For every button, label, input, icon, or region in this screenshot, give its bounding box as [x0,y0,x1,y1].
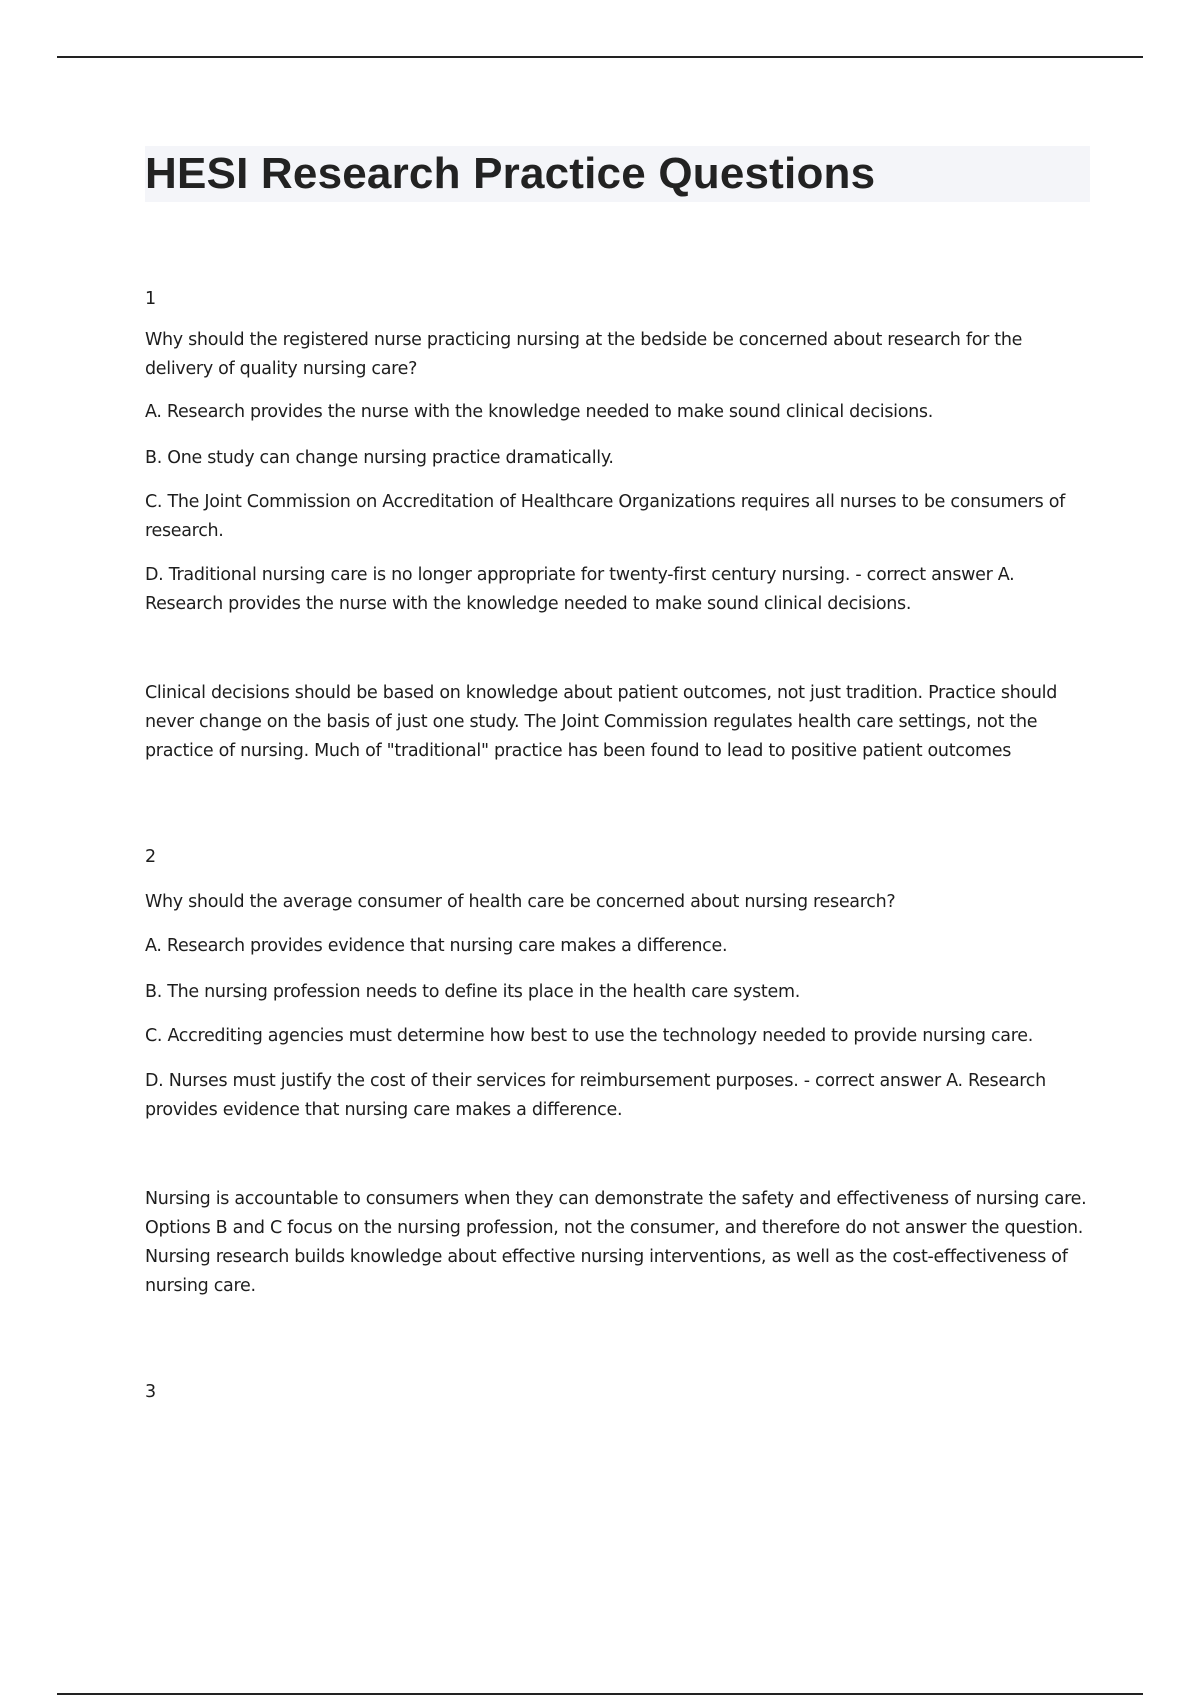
rationale-text: Nursing is accountable to consumers when they can demonstrate the safety and effectiveness of nursing care. Options B and C focus on the nursing profession, not the consumer, and therefore do not answer the question. Nursing research builds knowledge about effective nursing interventions, as well as the cost-effectiveness of nursing care. [145,1189,1087,1296]
footer-rule [57,1693,1143,1695]
document-title: HESI Research Practice Questions [145,149,876,198]
answer-option-d: D. Nurses must justify the cost of their services for reimbursement purposes. - correct answer A. Research provides evidence that nursing care makes a difference. [145,1071,1046,1120]
question-text: Why should the average consumer of health care be concerned about nursing research? [145,892,896,912]
answer-option-a: A. Research provides the nurse with the knowledge needed to make sound clinical decisions. [145,402,933,422]
header-rule [57,56,1143,58]
question-block-2 [145,843,1090,1301]
answer-option-a: A. Research provides evidence that nursing care makes a difference. [145,936,728,956]
answer-option-c: C. Accrediting agencies must determine how best to use the technology needed to provide nursing care. [145,1026,1033,1046]
question-number: 3 [145,1382,156,1402]
title-band [145,146,1090,202]
question-block-1 [145,285,1090,766]
question-number: 1 [145,289,156,309]
answer-option-b: B. One study can change nursing practice dramatically. [145,448,614,468]
document-body [145,146,1090,1407]
question-number: 2 [145,847,156,867]
answer-option-b: B. The nursing profession needs to define its place in the health care system. [145,982,800,1002]
question-text: Why should the registered nurse practicing nursing at the bedside be concerned about research for the delivery of quality nursing care? [145,330,1023,379]
question-block-3 [145,1378,1090,1407]
answer-option-c: C. The Joint Commission on Accreditation of Healthcare Organizations requires all nurses to be consumers of research. [145,492,1065,541]
rationale-text: Clinical decisions should be based on knowledge about patient outcomes, not just tradition. Practice should never change on the basis of just one study. The Joint Commission regulates health care settings, not the practice of nursing. Much of "traditional" practice has been found to lead to positive patient outcomes [145,683,1058,761]
answer-option-d: D. Traditional nursing care is no longer appropriate for twenty-first century nursing. - correct answer A. Research provides the nurse with the knowledge needed to make sound clinical decisions. [145,565,1015,614]
